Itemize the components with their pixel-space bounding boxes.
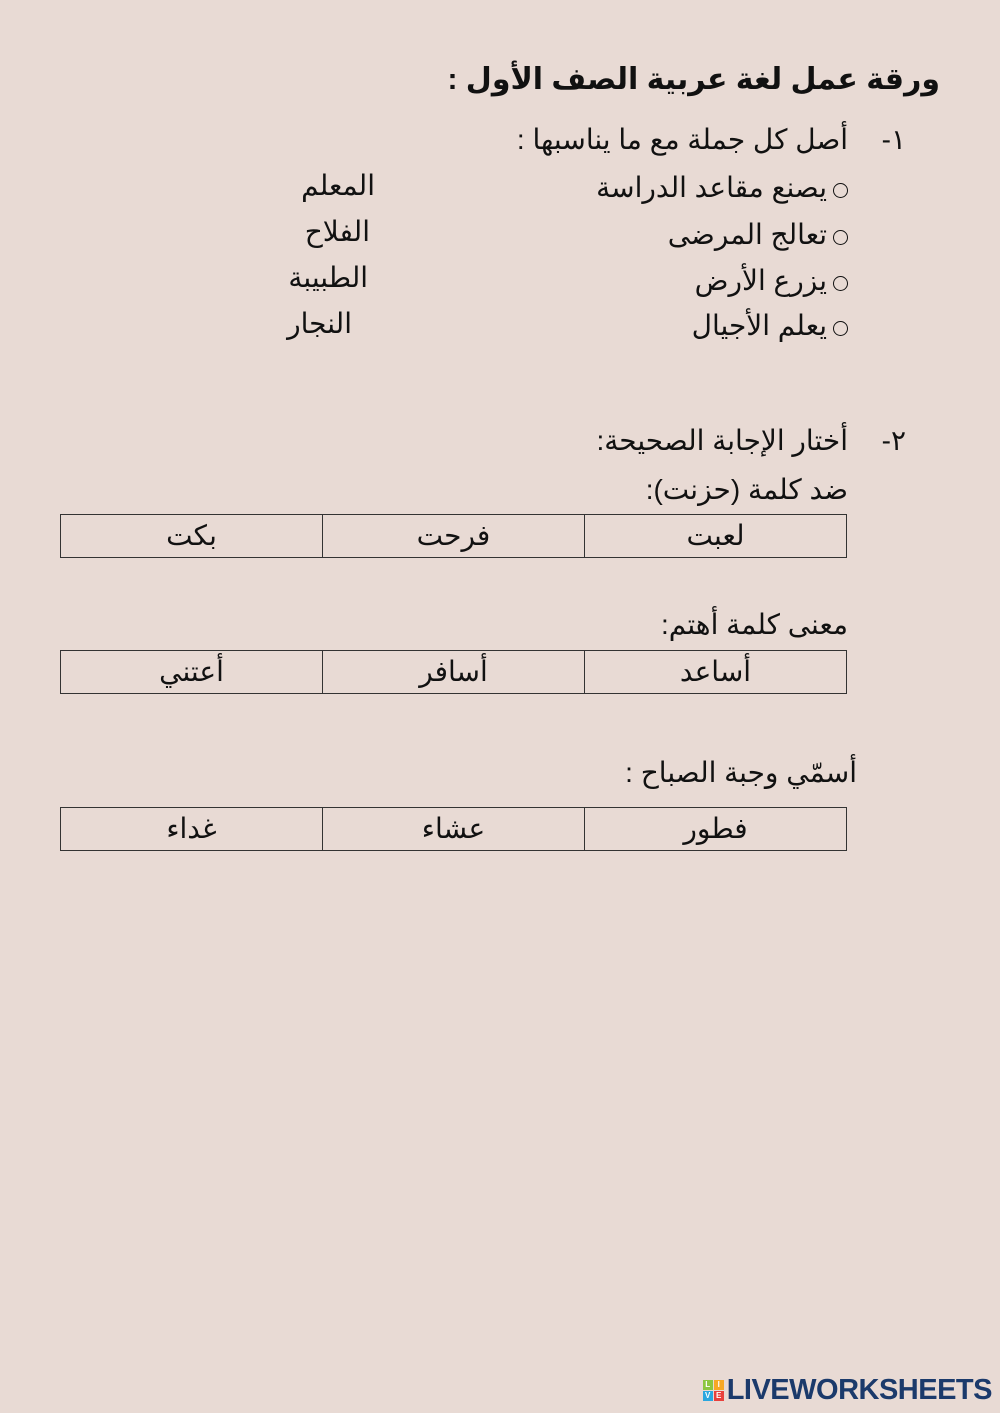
- q2-prompt: أختار الإجابة الصحيحة:: [596, 425, 848, 456]
- circle-bullet-icon: [833, 230, 848, 245]
- options-table: [60, 807, 847, 851]
- q2-item-label: ضد كلمة (حزنت):: [645, 474, 848, 505]
- sentence-text: يصنع مقاعد الدراسة: [596, 172, 827, 203]
- option-cell[interactable]: أسافر: [323, 651, 585, 694]
- logo-letter: V: [703, 1391, 713, 1401]
- q2-number: ٢-: [881, 425, 906, 456]
- answer-item[interactable]: الفلاح: [304, 216, 370, 247]
- sentence-item[interactable]: [695, 263, 848, 299]
- worksheet-title: ورقة عمل لغة عربية الصف الأول :: [447, 63, 940, 96]
- option-cell[interactable]: بكت: [61, 515, 323, 558]
- q1-number: ١-: [881, 124, 906, 155]
- option-cell[interactable]: أعتني: [61, 651, 323, 694]
- sentence-item[interactable]: [596, 170, 848, 206]
- liveworksheets-logo: [703, 1374, 992, 1407]
- q1-prompt: أصل كل جملة مع ما يناسبها :: [516, 124, 848, 155]
- q2-item-label: أسمّي وجبة الصباح :: [625, 757, 857, 788]
- logo-text: LIVEWORKSHEETS: [726, 1374, 992, 1406]
- option-cell[interactable]: لعبت: [585, 515, 847, 558]
- live-blocks-icon: [703, 1380, 724, 1401]
- sentence-text: يزرع الأرض: [694, 265, 827, 296]
- sentence-text: تعالج المرضى: [667, 219, 827, 250]
- sentence-text: يعلم الأجيال: [691, 310, 827, 341]
- option-cell[interactable]: أساعد: [585, 651, 847, 694]
- q2-item-label: معنى كلمة أهتم:: [660, 609, 848, 640]
- circle-bullet-icon: [833, 321, 848, 336]
- circle-bullet-icon: [833, 276, 848, 291]
- logo-letter: E: [714, 1391, 724, 1401]
- logo-letter: L: [703, 1380, 713, 1390]
- option-cell[interactable]: فرحت: [323, 515, 585, 558]
- option-cell[interactable]: فطور: [585, 808, 847, 851]
- option-cell[interactable]: عشاء: [323, 808, 585, 851]
- sentence-item[interactable]: [668, 217, 848, 253]
- option-cell[interactable]: غداء: [61, 808, 323, 851]
- options-table: [60, 514, 847, 558]
- options-table: [60, 650, 847, 694]
- circle-bullet-icon: [833, 183, 848, 198]
- answer-item[interactable]: النجار: [287, 308, 352, 339]
- logo-letter: I: [714, 1380, 724, 1390]
- answer-item[interactable]: الطبيبة: [288, 262, 368, 293]
- sentence-item[interactable]: [692, 308, 848, 344]
- answer-item[interactable]: المعلم: [301, 170, 375, 201]
